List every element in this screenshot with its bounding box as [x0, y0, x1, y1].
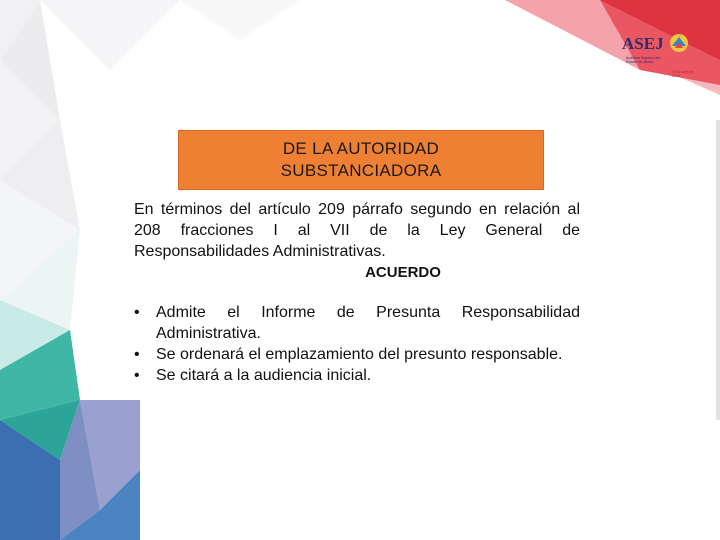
legal-reference-paragraph: En términos del artículo 209 párrafo segundo en relación al 208 fracciones I al VII de la Ley General de Responsabilidades Administrativas.: [134, 201, 580, 260]
agreement-list: [134, 302, 580, 386]
logo-emblem-icon: [668, 32, 690, 54]
section-title: [178, 130, 544, 190]
list-item: [134, 365, 580, 386]
bullet-icon: •: [134, 346, 140, 363]
list-item: [134, 302, 580, 344]
logo-subtitle: Auditoría Superior del Estado de Jalisco: [626, 56, 660, 64]
list-item-text: Se ordenará el emplazamiento del presunto responsable.: [156, 346, 563, 363]
logo-wordmark: ASEJ: [622, 34, 664, 53]
agreement-heading: ACUERDO: [365, 264, 441, 281]
title-line-2: SUBSTANCIADORA: [280, 161, 442, 180]
logo-date: 10 de abril de 2019: [672, 70, 694, 78]
list-item-text: Se citará a la audiencia inicial.: [156, 367, 372, 384]
bullet-icon: •: [134, 304, 140, 321]
title-line-1: DE LA AUTORIDAD: [282, 139, 440, 158]
slide-body: [134, 199, 580, 386]
list-item-text: Admite el Informe de Presunta Responsabilidad Administrativa.: [156, 304, 580, 342]
bullet-icon: •: [134, 367, 140, 384]
list-item: [134, 344, 580, 365]
asej-logo: [622, 28, 694, 76]
